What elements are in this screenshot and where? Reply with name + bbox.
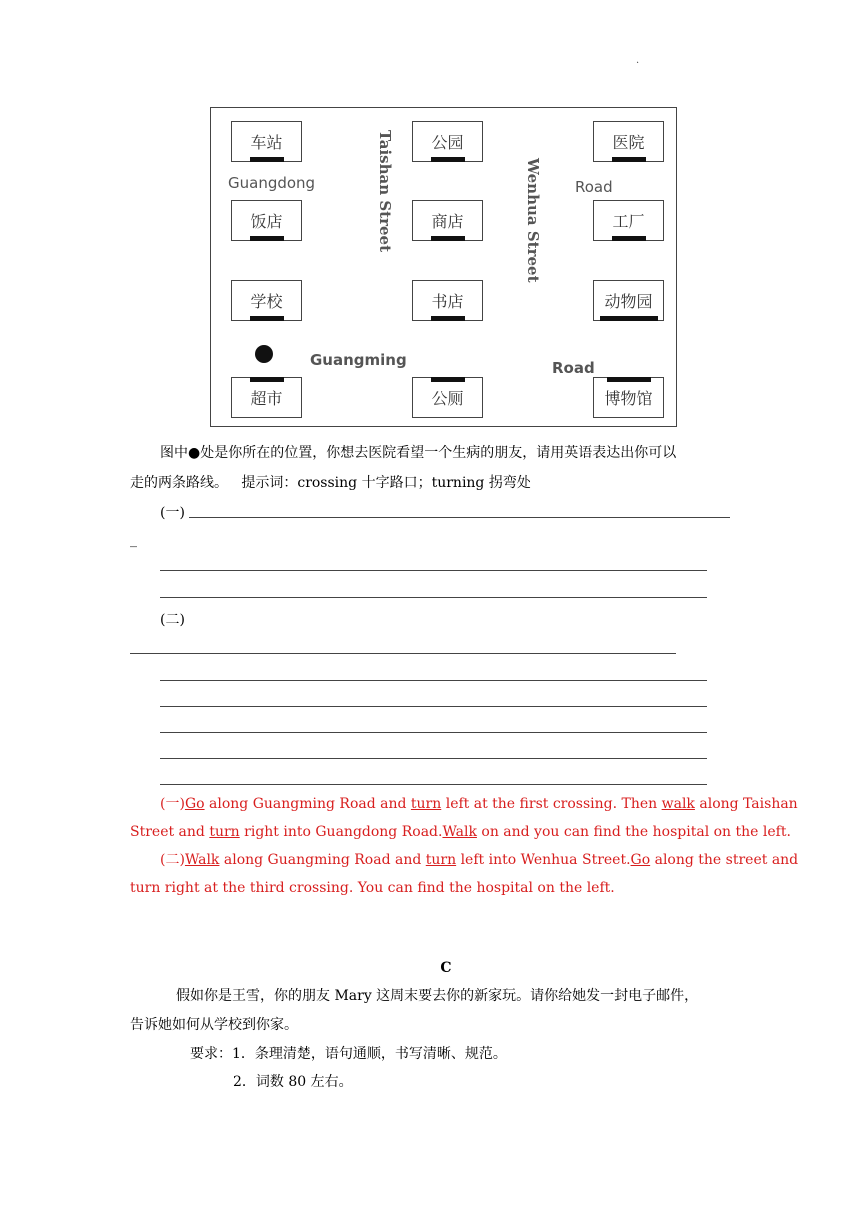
answer-line — [160, 597, 707, 598]
road-label-guangdong: Guangdong — [228, 174, 316, 192]
answer-line — [160, 732, 707, 733]
answer-line — [130, 653, 676, 654]
answer-one-line-1: (一)Go along Guangming Road and turn left at the first crossing. Then walk along Taishan — [160, 796, 798, 812]
building-hospital: 医院 — [593, 121, 664, 162]
answer-one-line-2: Street and turn right into Guangdong Road.Walk on and you can find the hospital on the left. — [130, 824, 791, 840]
building-restaurant: 饭店 — [231, 200, 302, 241]
section-c-line-1: 假如你是王雪，你的朋友 Mary 这周末要去你的新家玩。请你给她发一封电子邮件， — [176, 988, 699, 1004]
building-shop: 商店 — [412, 200, 483, 241]
road-label-road-bottom: Road — [552, 359, 595, 377]
section-c-requirement-2: 2．词数 80 左右。 — [233, 1074, 353, 1090]
question-line-2: 走的两条路线。 提示词：crossing 十字路口；turning 拐弯处 — [130, 475, 531, 491]
building-bookstore: 书店 — [412, 280, 483, 321]
building-toilet: 公厕 — [412, 377, 483, 418]
road-label-guangming: Guangming — [310, 351, 407, 369]
page-mark: · — [636, 58, 640, 69]
answer-line — [160, 784, 707, 785]
answer-two-line-2: turn right at the third crossing. You can find the hospital on the left. — [130, 880, 615, 896]
answer-line — [160, 680, 707, 681]
answer-label-one: (一) — [160, 505, 185, 521]
street-label-taishan: Taishan Street — [376, 130, 394, 253]
section-c-heading: C — [440, 960, 452, 976]
answer-label-two: (二) — [160, 612, 185, 628]
road-label-road-top: Road — [575, 178, 613, 196]
current-position-marker — [255, 345, 273, 363]
building-station: 车站 — [231, 121, 302, 162]
answer-line — [160, 706, 707, 707]
question-line-1: 图中●处是你所在的位置，你想去医院看望一个生病的朋友，请用英语表达出你可以 — [160, 445, 677, 461]
answer-line — [160, 758, 707, 759]
building-factory: 工厂 — [593, 200, 664, 241]
building-school: 学校 — [231, 280, 302, 321]
building-museum: 博物馆 — [593, 377, 664, 418]
building-supermarket: 超市 — [231, 377, 302, 418]
map — [210, 107, 677, 427]
building-park: 公园 — [412, 121, 483, 162]
answer-line — [160, 570, 707, 571]
section-c-line-2: 告诉她如何从学校到你家。 — [130, 1017, 298, 1033]
answer-line-dash: _ — [130, 532, 137, 548]
answer-line — [189, 517, 730, 518]
answer-two-line-1: (二)Walk along Guangming Road and turn left into Wenhua Street.Go along the street and — [160, 852, 799, 868]
section-c-requirement-1: 要求：1．条理清楚，语句通顺，书写清晰、规范。 — [190, 1046, 507, 1062]
building-zoo: 动物园 — [593, 280, 664, 321]
street-label-wenhua: Wenhua Street — [524, 158, 542, 283]
